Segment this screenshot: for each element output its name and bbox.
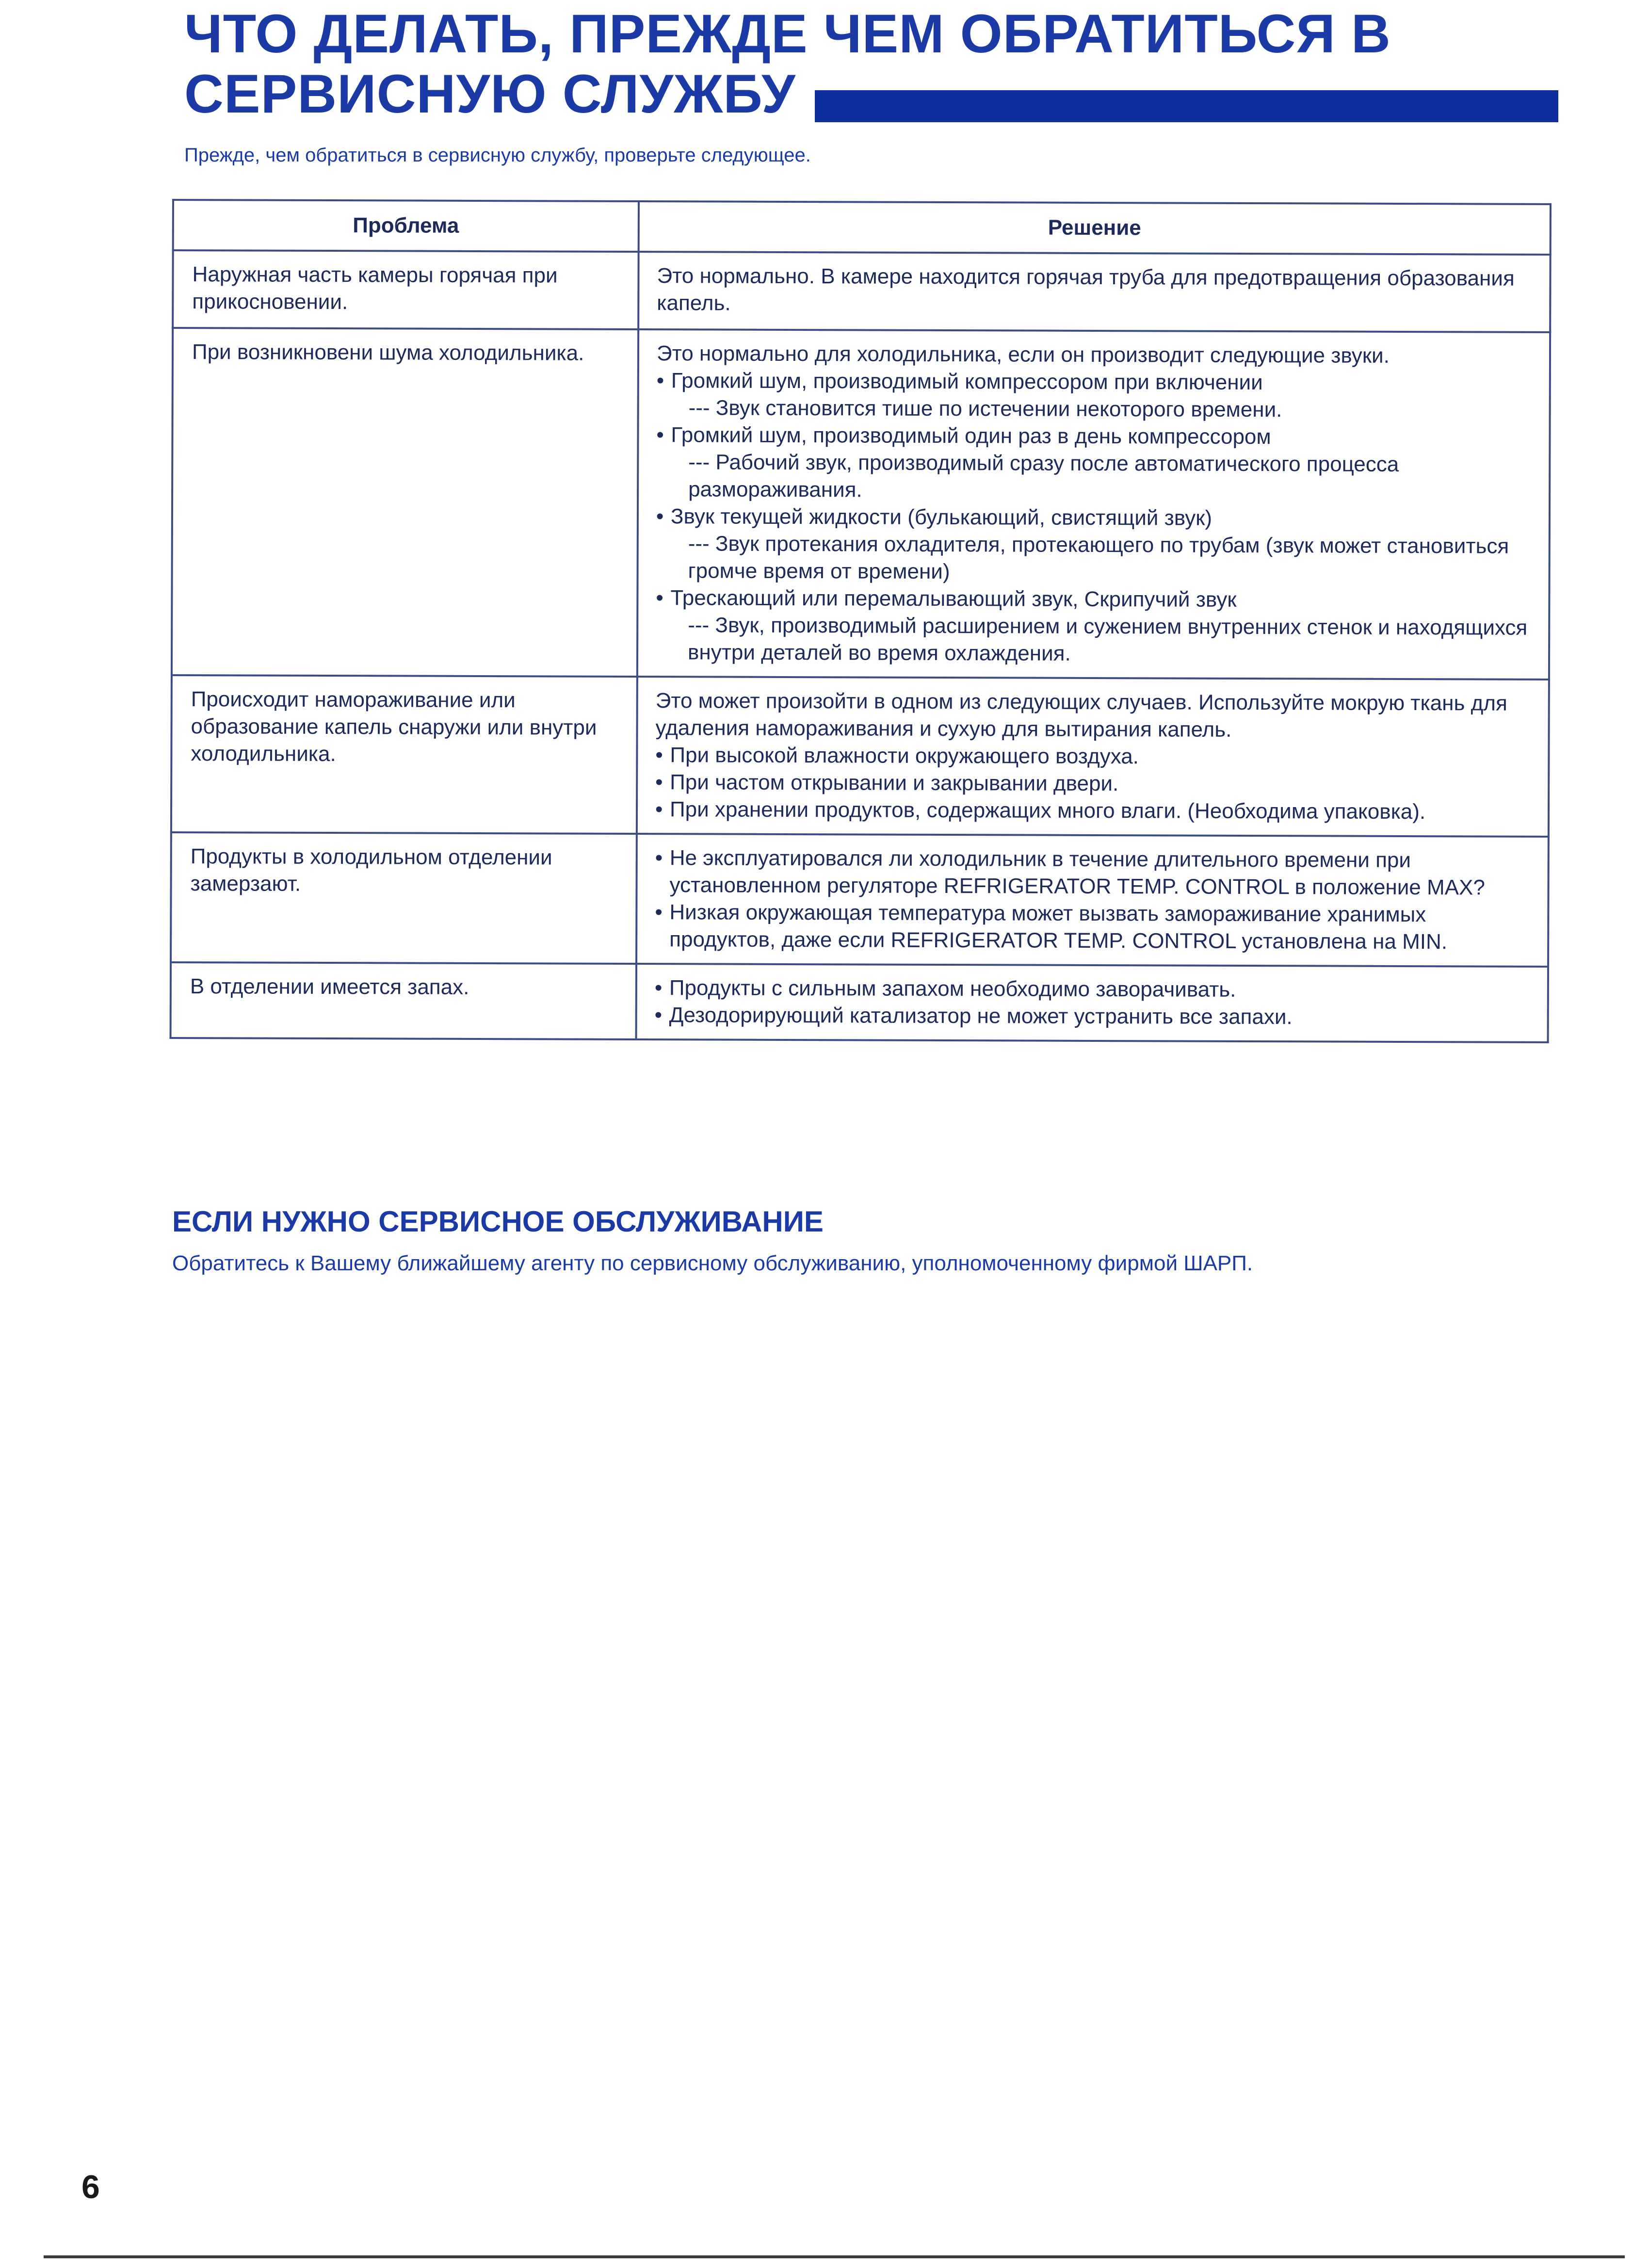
column-header-solution: Решение	[639, 201, 1551, 255]
solution-list	[655, 844, 1535, 956]
bullet-subtext: --- Звук становится тише по истечении некоторого времени.	[688, 396, 1282, 422]
list-item	[657, 367, 1536, 424]
bullet-text: Громкий шум, производимый компрессором при включении	[671, 369, 1263, 395]
solution-list	[656, 367, 1536, 669]
solution-list	[655, 974, 1535, 1032]
bullet-text: Трескающий или перемалывающий звук, Скрипучий звук	[670, 586, 1237, 612]
table-row	[171, 675, 1549, 837]
problem-cell: Наружная часть камеры горячая при прикосновении.	[173, 250, 638, 329]
table-row	[173, 250, 1550, 332]
page-number: 6	[81, 2169, 100, 2205]
solution-cell	[636, 964, 1548, 1042]
list-item: • При частом открывании и закрывании двери.	[655, 769, 1535, 799]
column-header-problem: Проблема	[173, 200, 639, 252]
problem-cell: В отделении имеется запах.	[171, 962, 636, 1039]
list-item: • При высокой влажности окружающего воздуха.	[655, 742, 1535, 772]
solution-cell	[638, 252, 1550, 332]
bullet-subtext: --- Звук протекания охладителя, протекающего по трубам (звук может становиться громче время от времени)	[688, 532, 1509, 584]
solution-text: Это нормально. В камере находится горячая труба для предотвращения образования капель.	[657, 264, 1515, 315]
list-item: • При хранении продуктов, содержащих много влаги. (Необходима упаковка).	[655, 796, 1535, 826]
bottom-rule	[44, 2255, 1625, 2258]
intro-text: Прежде, чем обратиться в сервисную службу, проверьте следующее.	[184, 145, 811, 166]
title-accent-bar	[815, 90, 1558, 122]
bullet-text: Громкий шум, производимый один раз в день компрессором	[671, 423, 1271, 449]
table-header-row	[173, 200, 1551, 255]
list-item	[656, 584, 1536, 669]
list-item	[656, 421, 1536, 506]
problem-cell: Происходит намораживание или образование капель снаружи или внутри холодильника.	[171, 675, 637, 834]
solution-text: Это может произойти в одном из следующих случаев. Используйте мокрую ткань для удаления намораживания и сухую для вытирания капель.	[655, 689, 1507, 742]
bullet-text: Звук текущей жидкости (булькающий, свистящий звук)	[670, 504, 1212, 530]
page-title-line-2: СЕРВИСНУЮ СЛУЖБУ	[184, 64, 796, 124]
list-item: • Продукты с сильным запахом необходимо заворачивать.	[655, 974, 1535, 1004]
solution-text: Это нормально для холодильника, если он производит следующие звуки.	[656, 341, 1390, 368]
solution-cell	[636, 834, 1549, 967]
page-title-line-1: ЧТО ДЕЛАТЬ, ПРЕЖДЕ ЧЕМ ОБРАТИТЬСЯ В	[184, 3, 1391, 64]
table-row	[172, 328, 1550, 680]
list-item: • Не эксплуатировался ли холодильник в течение длительного времени при установленном регуляторе REFRIGERATOR TEMP. CONTROL в положение MAX?	[655, 844, 1535, 902]
table-row	[171, 962, 1548, 1042]
table-row	[171, 832, 1549, 967]
bullet-subtext: --- Звук, производимый расширением и сужением внутренних стенок и находящихся внутри деталей во время охлаждения.	[687, 613, 1528, 665]
list-item: • Дезодорирующий катализатор не может устранить все запахи.	[655, 1002, 1535, 1032]
problem-cell: При возникновени шума холодильника.	[172, 328, 638, 677]
bullet-subtext: --- Рабочий звук, производимый сразу после автоматического процесса размораживания.	[688, 450, 1399, 502]
service-heading: ЕСЛИ НУЖНО СЕРВИСНОЕ ОБСЛУЖИВАНИЕ	[172, 1205, 824, 1238]
list-item	[656, 503, 1536, 587]
solution-cell	[637, 329, 1550, 680]
service-text: Обратитесь к Вашему ближайшему агенту по сервисному обслуживанию, уполномоченному фирмой ШАРП.	[172, 1251, 1253, 1275]
troubleshooting-table	[170, 199, 1552, 1043]
problem-cell: Продукты в холодильном отделении замерзают.	[171, 832, 637, 964]
solution-cell	[637, 677, 1549, 837]
troubleshooting-table-wrap	[170, 199, 1550, 1043]
solution-list	[655, 742, 1536, 826]
list-item: • Низкая окружающая температура может вызвать замораживание хранимых продуктов, даже если REFRIGERATOR TEMP. CONTROL установлена на MIN.	[655, 899, 1535, 956]
